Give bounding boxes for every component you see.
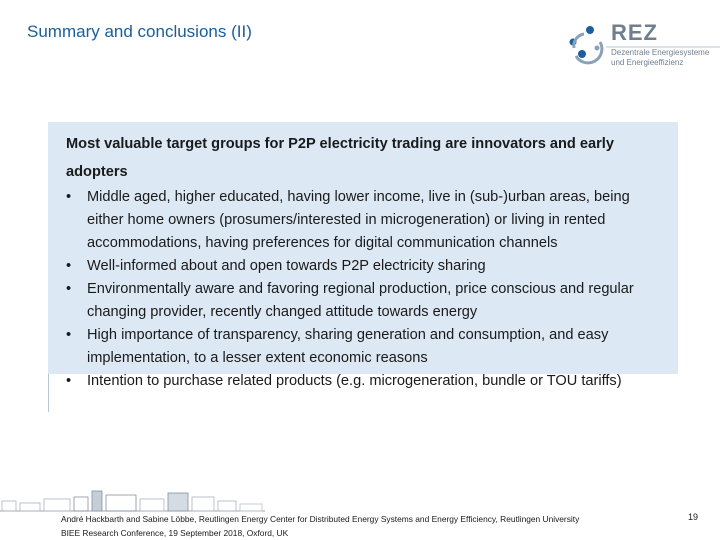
logo-subtitle-line2: und Energieeffizienz	[611, 58, 684, 67]
list-item-text: Environmentally aware and favoring regional production, price conscious and regular changing provider, recently changed attitude towards energy	[87, 281, 634, 320]
footer-authors: André Hackbarth and Sabine Löbbe, Reutlingen Energy Center for Distributed Energy Systems and Energy Efficiency, Reutlingen University	[61, 514, 580, 524]
bullet-icon: •	[66, 258, 72, 274]
content-heading: Most valuable target groups for P2P electricity trading are innovators and early adopters	[66, 136, 614, 180]
bullet-icon: •	[66, 373, 72, 389]
bullet-icon: •	[66, 189, 72, 205]
bullet-list	[66, 186, 670, 393]
slide-title: Summary and conclusions (II)	[27, 22, 252, 41]
logo-name: REZ	[611, 20, 658, 45]
footer	[61, 512, 661, 540]
list-item-text: Intention to purchase related products (e.g. microgeneration, bundle or TOU tariffs)	[87, 373, 622, 389]
content-area	[66, 130, 670, 393]
list-item-text: High importance of transparency, sharing generation and consumption, and easy implementation, to a lesser extent economic reasons	[87, 327, 609, 366]
list-item	[66, 370, 670, 393]
list-item	[66, 255, 670, 278]
logo-subtitle	[611, 48, 716, 68]
skyline-decoration-icon	[0, 489, 265, 513]
bullet-icon: •	[66, 327, 72, 343]
list-item	[66, 324, 670, 370]
list-item-text: Well-informed about and open towards P2P electricity sharing	[87, 258, 486, 274]
page-number: 19	[688, 512, 699, 522]
logo-subtitle-line1: Dezentrale Energiesysteme	[611, 48, 710, 57]
footer-conference: BIEE Research Conference, 19 September 2018, Oxford, UK	[61, 528, 289, 538]
bullet-icon: •	[66, 281, 72, 297]
list-item	[66, 186, 670, 255]
list-item-text: Middle aged, higher educated, having lower income, live in (sub-)urban areas, being either home owners (prosumers/interested in microgeneration) or living in rented accommodations, having preferences for digital communication channels	[87, 189, 630, 251]
list-item	[66, 278, 670, 324]
